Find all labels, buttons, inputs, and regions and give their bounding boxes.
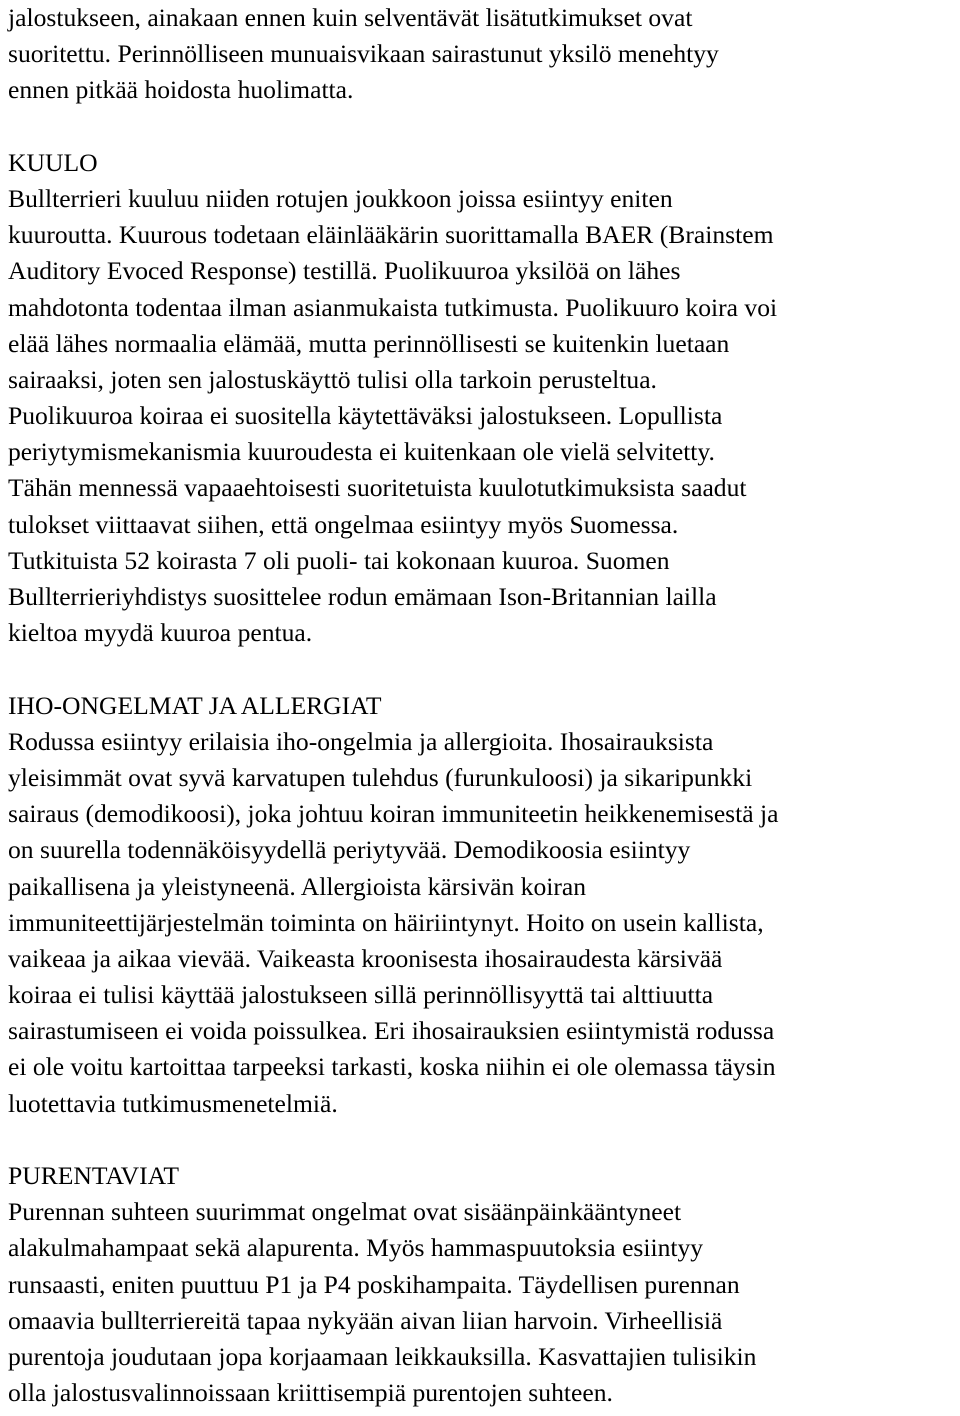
text-line: elää lähes normaalia elämää, mutta perinnöllisesti se kuitenkin luetaan [8,328,730,358]
text-line: omaavia bullterriereitä tapaa nykyään aivan liian harvoin. Virheellisiä [8,1305,723,1335]
text-line: luotettavia tutkimusmenetelmiä. [8,1088,338,1118]
section-iho-ongelmat [8,688,958,1122]
intro-paragraph [8,0,958,109]
text-line: tulokset viittaavat siihen, että ongelmaa esiintyy myös Suomessa. [8,509,679,539]
text-line: runsaasti, eniten puuttuu P1 ja P4 poskihampaita. Täydellisen purennan [8,1269,740,1299]
document-page [8,0,958,1411]
text-line: sairaus (demodikoosi), joka johtuu koiran immuniteetin heikkenemisestä ja [8,799,779,829]
text-line: Purennan suhteen suurimmat ongelmat ovat sisäänpäinkääntyneet [8,1197,682,1227]
text-line: Bullterrieri kuuluu niiden rotujen joukkoon joissa esiintyy eniten [8,183,673,213]
text-line: kieltoa myydä kuuroa pentua. [8,618,313,648]
section-heading: PURENTAVIAT [8,1161,179,1190]
text-line: sairaaksi, joten sen jalostuskäyttö tulisi olla tarkoin perusteltua. [8,364,657,394]
text-line: olla jalostusvalinnoissaan kriittisempiä purentojen suhteen. [8,1378,613,1408]
text-line: ennen pitkää hoidosta huolimatta. [8,75,354,105]
text-line: immuniteettijärjestelmän toiminta on häiriintynyt. Hoito on usein kallista, [8,907,764,937]
text-line: paikallisena ja yleistyneenä. Allergioista kärsivän koiran [8,871,587,901]
text-line: jalostukseen, ainakaan ennen kuin selventävät lisätutkimukset ovat [8,3,693,32]
text-line: koiraa ei tulisi käyttää jalostukseen sillä perinnöllisyyttä tai alttiuutta [8,980,714,1010]
text-line: mahdotonta todentaa ilman asianmukaista tutkimusta. Puolikuuro koira voi [8,292,778,322]
text-line: sairastumiseen ei voida poissulkea. Eri ihosairauksien esiintymistä rodussa [8,1016,775,1046]
paragraph-gap [8,651,958,687]
paragraph-gap [8,1122,958,1158]
text-line: periytymismekanismia kuuroudesta ei kuitenkaan ole vielä selvitetty. [8,437,715,467]
text-line: Tutkituista 52 koirasta 7 oli puoli- tai kokonaan kuuroa. Suomen [8,545,670,575]
text-line: on suurella todennäköisyydellä periytyvää. Demodikoosia esiintyy [8,835,691,865]
text-line: Auditory Evoced Response) testillä. Puolikuuroa yksilöä on lähes [8,256,681,286]
paragraph-gap [8,109,958,145]
text-line: suoritettu. Perinnölliseen munuaisvikaan sairastunut yksilö menehtyy [8,39,719,69]
section-purentaviat [8,1158,958,1411]
section-kuulo [8,145,958,652]
text-line: Bullterrieriyhdistys suosittelee rodun emämaan Ison-Britannian lailla [8,582,717,611]
text-line: yleisimmät ovat syvä karvatupen tulehdus (furunkuloosi) ja sikaripunkki [8,762,753,792]
section-heading: IHO-ONGELMAT JA ALLERGIAT [8,690,382,720]
text-line: Puolikuuroa koiraa ei suositella käytettäväksi jalostukseen. Lopullista [8,401,723,431]
text-line: Rodussa esiintyy erilaisia iho-ongelmia ja allergioita. Ihosairauksista [8,726,714,756]
text-line: vaikeaa ja aikaa vievää. Vaikeasta kroonisesta ihosairaudesta kärsivää [8,943,723,973]
text-line: Tähän mennessä vapaaehtoisesti suoritetuista kuulotutkimuksista saadut [8,473,747,503]
text-line: ei ole voitu kartoittaa tarpeeksi tarkasti, koska niihin ei ole olemassa täysin [8,1052,776,1082]
text-line: kuuroutta. Kuurous todetaan eläinlääkärin suorittamalla BAER (Brainstem [8,220,774,250]
section-heading: KUULO [8,147,98,177]
text-line: alakulmahampaat sekä alapurenta. Myös hammaspuutoksia esiintyy [8,1233,704,1263]
text-line: purentoja joudutaan jopa korjaamaan leikkauksilla. Kasvattajien tulisikin [8,1341,757,1371]
